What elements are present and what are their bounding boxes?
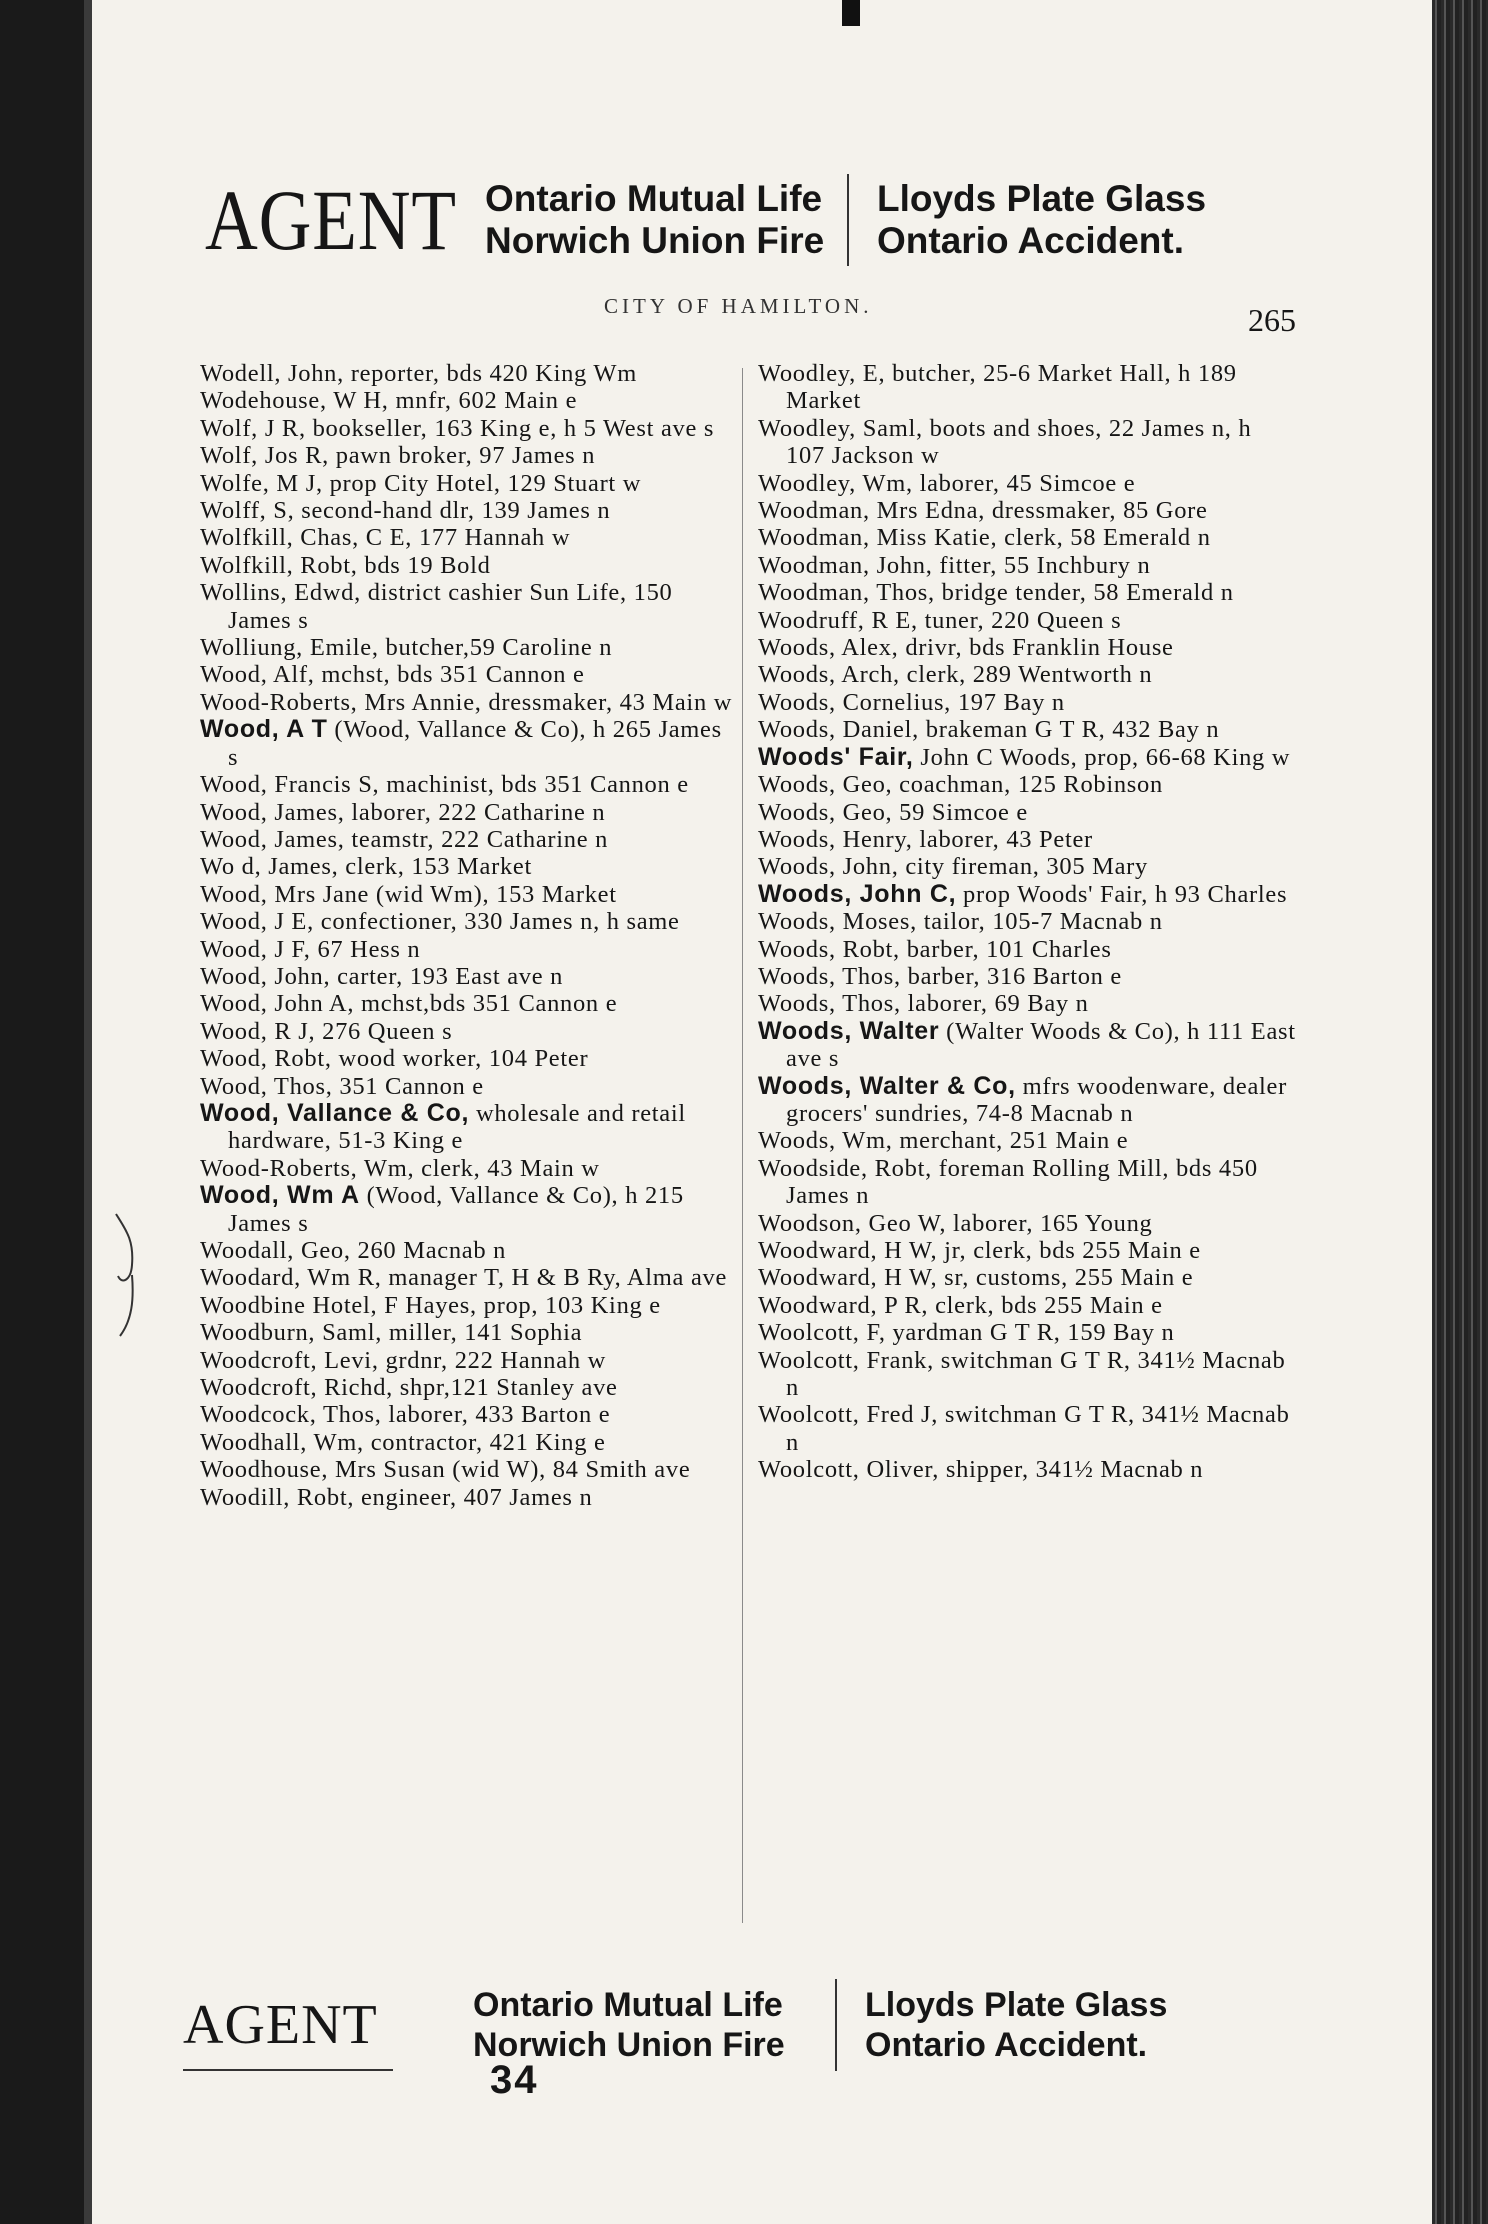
entry-name: Woolcott, [758,1401,860,1429]
bottom-advertisement [183,1975,1303,2075]
directory-entry [758,415,1296,470]
directory-entry [200,387,738,414]
directory-entry [758,853,1296,880]
entry-details: Levi, grdnr, 222 Hannah w [317,1346,606,1374]
entry-name: Wood, [200,771,268,799]
entry-details: Mrs Susan (wid W), 84 Smith ave [328,1456,691,1484]
directory-entry [758,634,1296,661]
entry-name: Wood, [200,880,268,908]
entry-details: Henry, laborer, 43 Peter [835,825,1093,853]
ad-agent-text: AGENT [183,1994,378,2056]
directory-entry [200,661,738,688]
entry-name: Woods, [758,1127,836,1155]
entry-details: Robt, foreman Rolling Mill, bds 450 James n [786,1154,1258,1210]
entry-details: M J, prop City Hotel, 129 Stuart w [269,469,642,497]
entry-details: Mrs Edna, dressmaker, 85 Gore [869,497,1208,525]
column-rule [742,368,743,1923]
entry-details: prop Woods' Fair, h 93 Charles [956,880,1288,908]
entry-name: Wood, A T [200,715,328,744]
entry-name: Wolfkill, [200,551,294,579]
entry-name: Woods, [758,908,836,936]
directory-entry [200,963,738,990]
entry-name: Wo d, [200,853,262,881]
directory-entry [758,1401,1296,1456]
entry-details: Frank, switchman G T R, 341½ Macnab n [786,1346,1286,1402]
running-head: CITY OF HAMILTON. [604,294,873,318]
entry-details: (Walter Woods & Co), h 111 East ave s [786,1017,1296,1073]
entry-name: Woodson, [758,1209,862,1237]
entry-name: Wodell, [200,360,282,387]
entry-details: W H, mnfr, 602 Main e [326,387,578,415]
entry-name: Woods, [758,634,836,662]
entry-details: Chas, C E, 177 Hannah w [293,524,571,552]
entry-details: John, carter, 193 East ave n [267,962,564,990]
directory-entry [200,1347,738,1374]
directory-entry [200,1456,738,1483]
directory-entry [200,1292,738,1319]
entry-details: Wm R, manager T, H & B Ry, Alma ave [300,1264,728,1292]
entry-name: Wood-Roberts, [200,688,358,716]
entry-details: J R, bookseller, 163 King e, h 5 West ave s [258,414,715,442]
entry-name: Woods, [758,798,836,826]
entry-name: Wollins, [200,579,288,607]
directory-entry [200,442,738,469]
entry-details: Robt, bds 19 Bold [293,551,491,579]
directory-entry [200,470,738,497]
entry-name: Wood, [200,935,268,963]
entry-name: Woolcott, [758,1319,860,1347]
entry-details: James, clerk, 153 Market [261,853,533,881]
entry-details: Thos, bridge tender, 58 Emerald n [869,579,1234,607]
directory-entry [758,497,1296,524]
directory-entry [200,881,738,908]
entry-name: Woodley, [758,469,856,497]
ad-agent-word [183,1994,433,2056]
directory-entry [200,360,738,387]
entry-details: Emile, butcher,59 Caroline n [303,634,613,662]
directory-entry [200,826,738,853]
entry-details: Wm, clerk, 43 Main w [357,1154,600,1182]
directory-entry [758,1319,1296,1346]
directory-entry [758,1292,1296,1319]
ad-right-block [865,1985,1167,2065]
entry-name: Woodward, [758,1291,878,1319]
ad-line: Norwich Union Fire [473,2026,785,2064]
directory-entry [200,1018,738,1045]
entry-details: F Hayes, prop, 103 King e [377,1291,661,1319]
directory-entry [758,799,1296,826]
entry-name: Woolcott, [758,1346,860,1374]
directory-entry [758,936,1296,963]
entry-name: Woodman, [758,497,870,525]
entry-details: Wm, laborer, 45 Simcoe e [855,469,1136,497]
entry-name: Woods, [758,935,836,963]
entry-name: Wood, [200,990,268,1018]
directory-entry [200,524,738,551]
entry-name: Wood, [200,962,268,990]
entry-details: Thos, barber, 316 Barton e [835,962,1123,990]
entry-name: Woodley, [758,414,856,442]
directory-entry [200,1100,738,1155]
entry-name: Wolliung, [200,634,304,662]
entry-name: Wolfkill, [200,524,294,552]
directory-entry [758,360,1296,415]
entry-name: Woods, [758,853,836,881]
entry-name: Wolfe, [200,469,270,497]
book-spine-edge [1432,0,1488,2224]
entry-details: J F, 67 Hess n [267,935,421,963]
directory-entry [758,990,1296,1017]
entry-name: Woodhouse, [200,1456,329,1484]
directory-entry [758,881,1296,908]
directory-entry [200,579,738,634]
directory-entry [200,634,738,661]
entry-name: Woodley, [758,360,856,387]
footer-number: 34 [490,2058,539,2102]
page-notch [842,0,860,26]
entry-details: Fred J, switchman G T R, 341½ Macnab n [786,1401,1290,1456]
directory-entry [200,1264,738,1291]
directory-entry [758,579,1296,606]
entry-details: P R, clerk, bds 255 Main e [877,1291,1163,1319]
entry-name: Wood, Vallance & Co, [200,1098,470,1127]
directory-entry [200,771,738,798]
directory-entry [758,1347,1296,1402]
entry-details: John, reporter, bds 420 King Wm [281,360,637,387]
entry-name: Wood, [200,798,268,826]
entry-details: Robt, engineer, 407 James n [290,1483,593,1511]
directory-entry [200,908,738,935]
entry-details: Wm, merchant, 251 Main e [835,1127,1129,1155]
directory-entry [758,607,1296,634]
directory-entry [758,661,1296,688]
entry-details: Robt, wood worker, 104 Peter [267,1045,589,1073]
directory-entry [758,524,1296,551]
entry-details: Francis S, machinist, bds 351 Cannon e [267,771,689,799]
entry-details: Mrs Jane (wid Wm), 153 Market [267,880,617,908]
directory-entry [200,853,738,880]
ad-left-block [473,1985,813,2065]
entry-details: Oliver, shipper, 341½ Macnab n [859,1456,1204,1484]
entry-name: Woodman, [758,579,870,607]
ad-line: Ontario Accident. [877,220,1185,261]
directory-entry [200,716,738,771]
right-column [758,360,1296,1484]
entry-name: Woodman, [758,524,870,552]
entry-details: Saml, miller, 141 Sophia [315,1319,583,1347]
entry-details: Mrs Annie, dressmaker, 43 Main w [357,688,733,716]
entry-name: Woodard, [200,1264,301,1292]
entry-name: Woodburn, [200,1319,316,1347]
entry-name: Woods, John C, [758,879,957,908]
entry-name: Woods, Walter [758,1016,940,1045]
entry-details: mfrs woodenware, dealer grocers' sundries, 74-8 Macnab n [786,1072,1287,1127]
directory-entry [200,1045,738,1072]
entry-details: Jos R, pawn broker, 97 James n [258,442,596,470]
entry-details: Miss Katie, clerk, 58 Emerald n [869,524,1211,552]
directory-entry [758,716,1296,743]
entry-name: Wood, [200,1045,268,1073]
entry-name: Woodcroft, [200,1346,318,1374]
entry-details: Saml, boots and shoes, 22 James n, h 107 Jackson w [786,414,1252,470]
entry-name: Woods, Walter & Co, [758,1071,1016,1100]
entry-name: Wood, [200,825,268,853]
directory-entry [758,826,1296,853]
entry-details: Wm, contractor, 421 King e [307,1428,606,1456]
entry-details: John C Woods, prop, 66-68 King w [913,743,1291,771]
directory-entry [200,990,738,1017]
entry-name: Woodward, [758,1237,878,1264]
entry-name: Wood, [200,908,268,936]
entry-details: (Wood, Vallance & Co), h 265 James s [228,716,722,771]
ad-divider [835,1979,837,2071]
page-number: 265 [1248,302,1296,338]
directory-entry [200,1374,738,1401]
entry-name: Wood, [200,661,268,689]
entry-details: Alf, mchst, bds 351 Cannon e [267,661,585,689]
entry-details: Arch, clerk, 289 Wentworth n [835,661,1153,689]
entry-details: Cornelius, 197 Bay n [835,688,1065,716]
ad-line: Ontario Mutual Life [485,178,823,219]
entry-name: Woods, [758,661,836,689]
entry-name: Wolf, [200,414,259,442]
entry-name: Wood, Wm A [200,1181,360,1210]
directory-entry [200,1429,738,1456]
entry-details: Alex, drivr, bds Franklin House [835,634,1174,662]
directory-entry [758,689,1296,716]
entry-details: Thos, laborer, 433 Barton e [316,1401,611,1429]
directory-entry [758,1456,1296,1483]
entry-details: John, fitter, 55 Inchbury n [869,551,1151,579]
ad-divider [847,174,849,266]
directory-entry [758,771,1296,798]
directory-entry [200,1237,738,1264]
entry-details: E, butcher, 25-6 Market Hall, h 189 Market [786,360,1237,415]
directory-entry [200,1319,738,1346]
entry-details: J E, confectioner, 330 James n, h same [267,908,680,936]
entry-details: Geo W, laborer, 165 Young [861,1209,1153,1237]
directory-entry [200,552,738,579]
ad-line: Ontario Mutual Life [473,1986,783,2024]
directory-entry [758,1155,1296,1210]
entry-details: John A, mchst,bds 351 Cannon e [267,990,618,1018]
entry-details: F, yardman G T R, 159 Bay n [859,1319,1175,1347]
directory-entry [200,689,738,716]
directory-entry [200,1073,738,1100]
entry-name: Woodman, [758,551,870,579]
entry-name: Woolcott, [758,1456,860,1484]
entry-details: Daniel, brakeman G T R, 432 Bay n [835,716,1220,744]
directory-entry [200,1484,738,1511]
entry-name: Wood, [200,1017,268,1045]
entry-details: Edwd, district cashier Sun Life, 150 James s [228,579,673,634]
entry-name: Wood-Roberts, [200,1154,358,1182]
entry-details: H W, jr, clerk, bds 255 Main e [877,1237,1201,1264]
directory-entry [758,1018,1296,1073]
entry-name: Woods, [758,990,836,1018]
entry-details: Robt, barber, 101 Charles [835,935,1112,963]
directory-entry [758,1073,1296,1128]
entry-details: Thos, 351 Cannon e [267,1072,484,1100]
entry-details: Moses, tailor, 105-7 Macnab n [835,908,1163,936]
entry-details: R E, tuner, 220 Queen s [864,606,1122,634]
entry-name: Wood, [200,1072,268,1100]
entry-name: Woods, [758,688,836,716]
directory-entry [758,963,1296,990]
entry-name: Woods, [758,771,836,799]
entry-details: S, second-hand dlr, 139 James n [266,497,611,525]
entry-details: wholesale and retail hardware, 51-3 King e [228,1099,686,1155]
directory-entry [200,1401,738,1428]
directory-entry [758,908,1296,935]
entry-name: Woods, [758,962,836,990]
directory-entry [200,1155,738,1182]
directory-entry [758,1264,1296,1291]
entry-details: John, city fireman, 305 Mary [835,853,1148,881]
ad-left-block [485,178,825,262]
entry-details: James, laborer, 222 Catharine n [267,798,606,826]
directory-entry [758,1237,1296,1264]
directory-entry [758,470,1296,497]
left-column [200,360,738,1511]
entry-name: Woodside, [758,1154,868,1182]
ad-line: Lloyds Plate Glass [865,1986,1168,2024]
entry-name: Wolff, [200,497,267,525]
directory-entry [200,1182,738,1237]
entry-details: R J, 276 Queen s [267,1017,453,1045]
entry-name: Woods' Fair, [758,742,914,771]
entry-name: Wodehouse, [200,387,327,415]
directory-entry [200,415,738,442]
directory-entry [200,799,738,826]
ad-agent-word: AGENT [205,172,457,268]
ad-line: Lloyds Plate Glass [877,178,1207,219]
entry-details: H W, sr, customs, 255 Main e [877,1264,1194,1292]
entry-details: James, teamstr, 222 Catharine n [267,825,609,853]
entry-name: Woodcock, [200,1401,317,1429]
ad-word-underline [183,2069,393,2071]
top-advertisement [205,170,1325,270]
entry-details: (Wood, Vallance & Co), h 215 James s [228,1182,684,1237]
directory-entry [758,744,1296,771]
entry-name: Woodruff, [758,606,865,634]
directory-entry [200,497,738,524]
ad-line: Ontario Accident. [865,2026,1148,2064]
entry-name: Woodall, [200,1237,295,1264]
entry-details: Thos, laborer, 69 Bay n [835,990,1089,1018]
entry-details: Geo, coachman, 125 Robinson [835,771,1163,799]
entry-name: Woodhall, [200,1428,308,1456]
entry-details: Richd, shpr,121 Stanley ave [317,1374,618,1402]
entry-name: Woods, [758,825,836,853]
directory-entry [758,552,1296,579]
ad-right-block [877,178,1206,262]
entry-name: Woodill, [200,1483,291,1511]
entry-name: Woodcroft, [200,1374,318,1402]
entry-name: Woodbine Hotel, [200,1291,378,1319]
entry-name: Wolf, [200,442,259,470]
entry-details: Geo, 59 Simcoe e [835,798,1028,826]
entry-name: Woodward, [758,1264,878,1292]
directory-entry [758,1210,1296,1237]
ad-line: Norwich Union Fire [485,220,825,261]
margin-brace-mark [112,1210,142,1340]
directory-entry [200,936,738,963]
entry-name: Woods, [758,716,836,744]
directory-entry [758,1127,1296,1154]
entry-details: Geo, 260 Macnab n [294,1237,507,1264]
